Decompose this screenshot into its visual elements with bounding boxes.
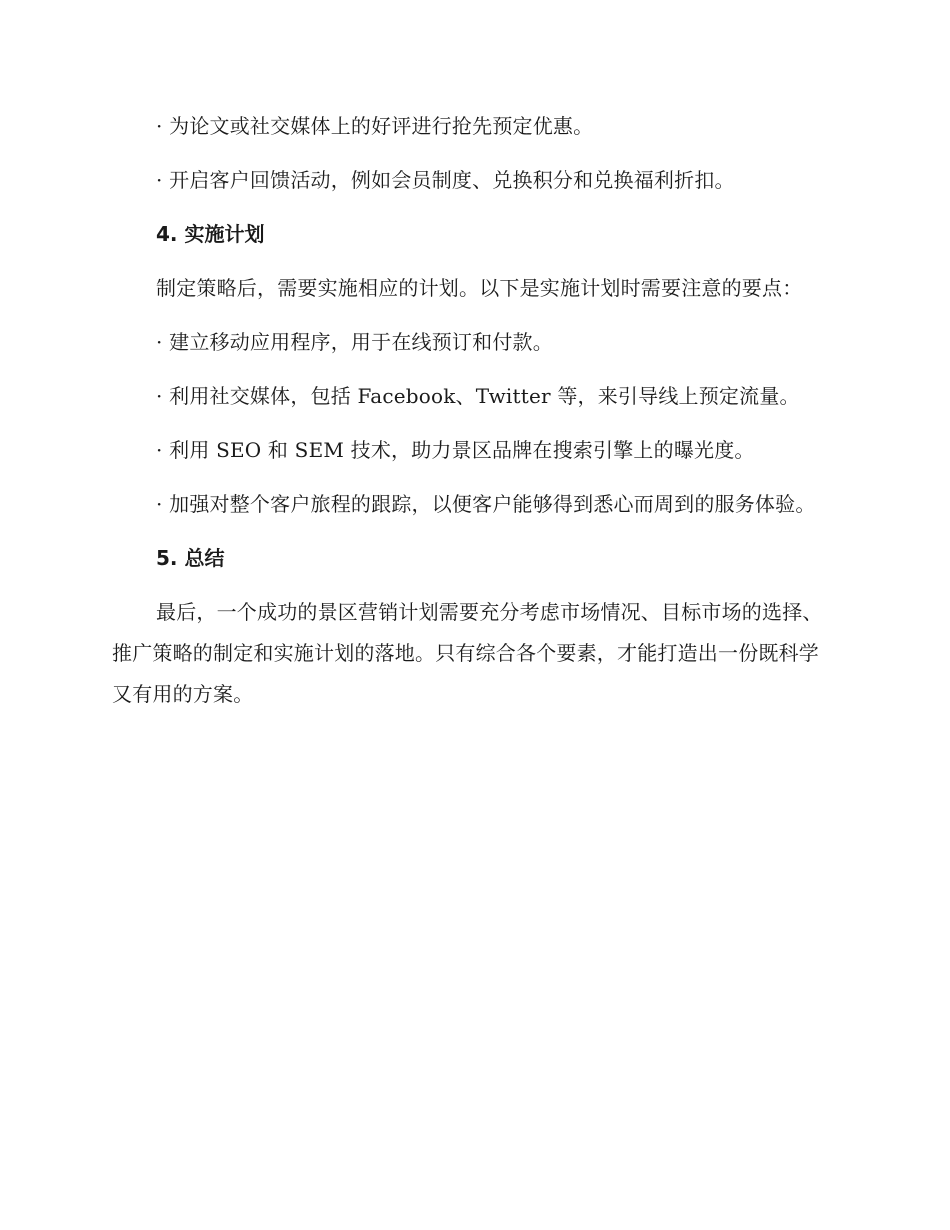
- implementation-intro: 制定策略后，需要实施相应的计划。以下是实施计划时需要注意的要点：: [156, 276, 803, 300]
- document-page: [112, 106, 832, 715]
- bullet-customer-journey: · 加强对整个客户旅程的跟踪，以便客户能够得到悉心而周到的服务体验。: [156, 492, 816, 516]
- bullet-mobile-app: · 建立移动应用程序，用于在线预订和付款。: [156, 330, 553, 354]
- section-heading-implementation: 4. 实施计划: [156, 222, 265, 246]
- bullet-social-media: · 利用社交媒体，包括 Facebook、Twitter 等，来引导线上预定流量。: [156, 384, 800, 408]
- section-heading-summary: 5. 总结: [156, 546, 225, 570]
- bullet-preorder-offer: · 为论文或社交媒体上的好评进行抢先预定优惠。: [156, 114, 594, 138]
- bullet-customer-rewards: · 开启客户回馈活动，例如会员制度、兑换积分和兑换福利折扣。: [156, 168, 735, 192]
- bullet-seo-sem: · 利用 SEO 和 SEM 技术，助力景区品牌在搜索引擎上的曝光度。: [156, 438, 755, 462]
- summary-paragraph: 最后，一个成功的景区营销计划需要充分考虑市场情况、目标市场的选择、推广策略的制定和实施计划的落地。只有综合各个要素，才能打造出一份既科学又有用的方案。: [112, 600, 823, 706]
